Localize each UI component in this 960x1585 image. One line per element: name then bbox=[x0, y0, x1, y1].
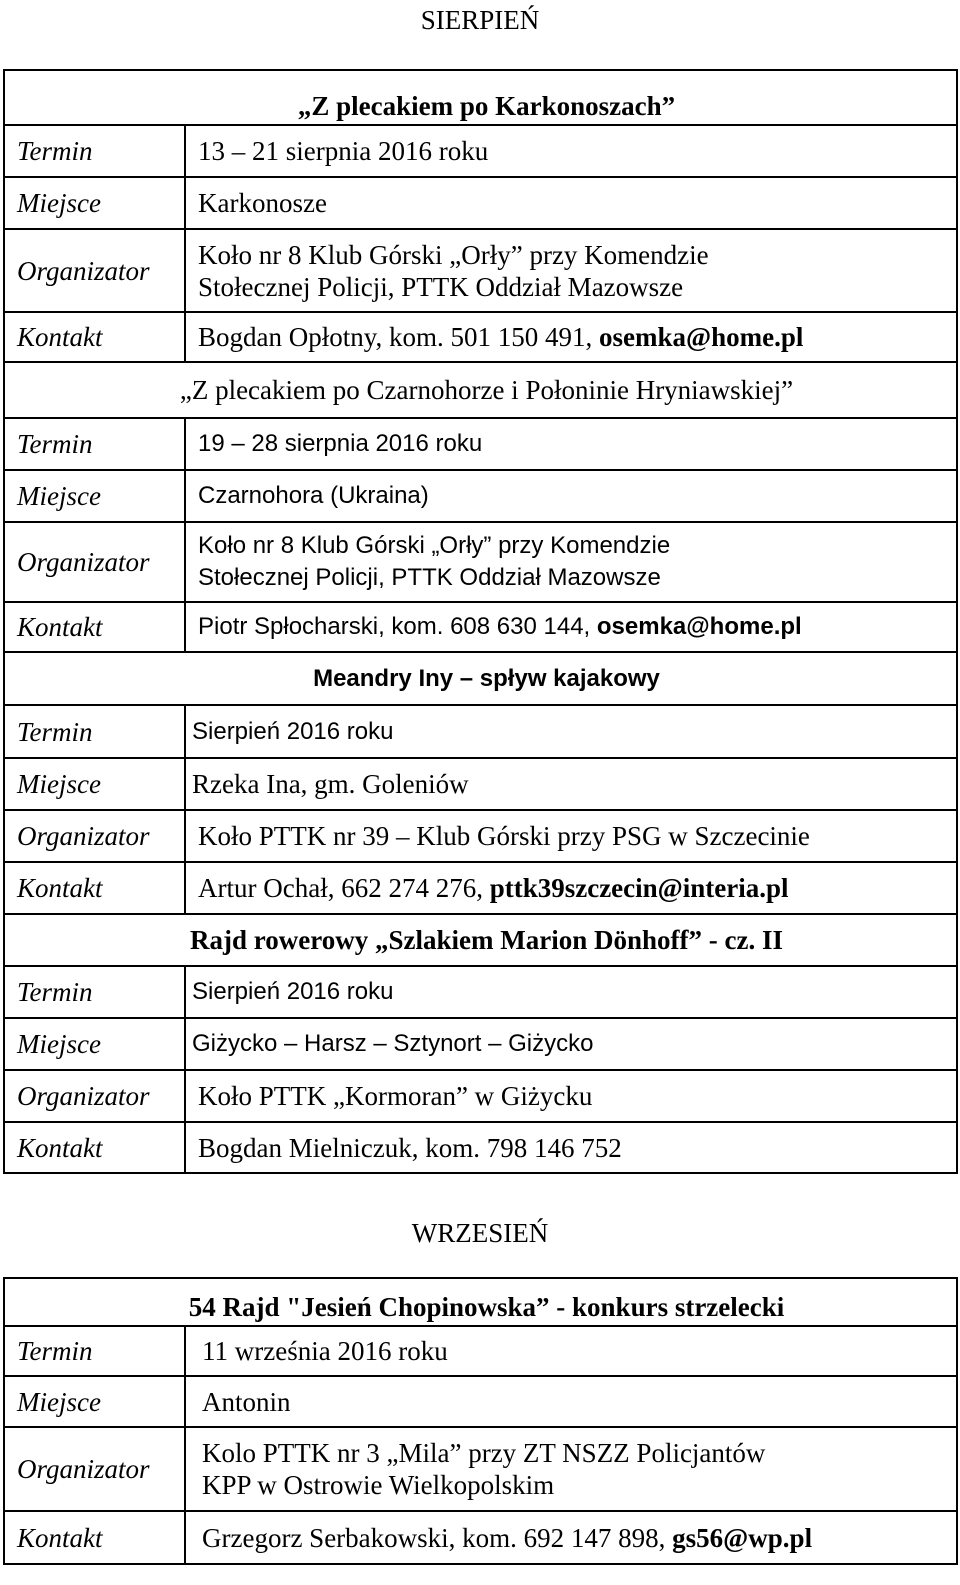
month-heading-august: SIERPIEŃ bbox=[420, 5, 540, 35]
kontakt-row bbox=[4, 862, 957, 914]
termin-label: Termin bbox=[4, 418, 185, 470]
organizator-row bbox=[4, 522, 957, 602]
kontakt-row bbox=[4, 1511, 957, 1564]
miejsce-value: Czarnohora (Ukraina) bbox=[185, 470, 957, 522]
organizator-value bbox=[185, 1427, 957, 1511]
kontakt-text: Artur Ochał, 662 274 276, bbox=[198, 873, 490, 903]
event-title-row bbox=[4, 652, 957, 705]
organizator-row bbox=[4, 1427, 957, 1511]
email-link[interactable]: osemka@home.pl bbox=[596, 613, 802, 640]
miejsce-row bbox=[4, 1018, 957, 1070]
event-title-row bbox=[4, 362, 957, 418]
kontakt-label: Kontakt bbox=[4, 312, 185, 362]
event-title-row bbox=[4, 914, 957, 966]
kontakt-text: Bogdan Opłotny, kom. 501 150 491, bbox=[198, 322, 599, 352]
organizator-line-2: Stołecznej Policji, PTTK Oddział Mazowsze bbox=[198, 271, 684, 302]
kontakt-label: Kontakt bbox=[4, 1122, 185, 1173]
kontakt-value bbox=[185, 1511, 957, 1564]
organizator-line-2: KPP w Ostrowie Wielkopolskim bbox=[202, 1470, 555, 1500]
termin-value: 19 – 28 sierpnia 2016 roku bbox=[185, 418, 957, 470]
organizator-label: Organizator bbox=[4, 1070, 185, 1122]
kontakt-row bbox=[4, 312, 957, 362]
miejsce-row bbox=[4, 1376, 957, 1427]
termin-label: Termin bbox=[4, 966, 185, 1018]
miejsce-value: Giżycko – Harsz – Sztynort – Giżycko bbox=[185, 1018, 957, 1070]
organizator-value: Koło PTTK „Kormoran” w Giżycku bbox=[185, 1070, 957, 1122]
miejsce-row bbox=[4, 758, 957, 810]
miejsce-row bbox=[4, 470, 957, 522]
events-table-august bbox=[3, 69, 958, 1174]
kontakt-label: Kontakt bbox=[4, 602, 185, 652]
kontakt-label: Kontakt bbox=[4, 862, 185, 914]
termin-value: Sierpień 2016 roku bbox=[185, 705, 957, 758]
organizator-row bbox=[4, 1070, 957, 1122]
email-link[interactable]: osemka@home.pl bbox=[599, 322, 804, 352]
termin-label: Termin bbox=[4, 705, 185, 758]
miejsce-label: Miejsce bbox=[4, 470, 185, 522]
kontakt-text: Grzegorz Serbakowski, kom. 692 147 898, bbox=[202, 1522, 673, 1553]
kontakt-value bbox=[185, 602, 957, 652]
termin-value: Sierpień 2016 roku bbox=[185, 966, 957, 1018]
organizator-line-1: Koło nr 8 Klub Górski „Orły” przy Komendzie bbox=[198, 532, 671, 559]
organizator-label: Organizator bbox=[4, 522, 185, 602]
miejsce-label: Miejsce bbox=[4, 1018, 185, 1070]
kontakt-label: Kontakt bbox=[4, 1511, 185, 1564]
kontakt-value: Bogdan Mielniczuk, kom. 798 146 752 bbox=[185, 1122, 957, 1173]
organizator-line-2: Stołecznej Policji, PTTK Oddział Mazowsze bbox=[198, 564, 661, 591]
event-title: Meandry Iny – spływ kajakowy bbox=[4, 652, 957, 705]
miejsce-value: Rzeka Ina, gm. Goleniów bbox=[185, 758, 957, 810]
kontakt-text: Piotr Spłocharski, kom. 608 630 144, bbox=[198, 613, 597, 640]
kontakt-row bbox=[4, 602, 957, 652]
event-title-row bbox=[4, 70, 957, 125]
event-title: 54 Rajd "Jesień Chopinowska” - konkurs strzelecki bbox=[4, 1278, 957, 1326]
organizator-value bbox=[185, 229, 957, 312]
event-title: „Z plecakiem po Czarnohorze i Połoninie Hryniawskiej” bbox=[4, 362, 957, 418]
organizator-value bbox=[185, 522, 957, 602]
miejsce-value: Antonin bbox=[185, 1376, 957, 1427]
miejsce-row bbox=[4, 177, 957, 229]
email-link[interactable]: gs56@wp.pl bbox=[672, 1522, 813, 1553]
termin-value: 13 – 21 sierpnia 2016 roku bbox=[185, 125, 957, 177]
miejsce-value: Karkonosze bbox=[185, 177, 957, 229]
organizator-value: Koło PTTK nr 39 – Klub Górski przy PSG w Szczecinie bbox=[185, 810, 957, 862]
kontakt-value bbox=[185, 312, 957, 362]
organizator-label: Organizator bbox=[4, 1427, 185, 1511]
termin-label: Termin bbox=[4, 125, 185, 177]
organizator-line-1: Koło nr 8 Klub Górski „Orły” przy Komendzie bbox=[198, 239, 709, 270]
event-title: Rajd rowerowy „Szlakiem Marion Dönhoff” - cz. II bbox=[4, 914, 957, 966]
termin-row bbox=[4, 705, 957, 758]
organizator-line-1: Kolo PTTK nr 3 „Mila” przy ZT NSZZ Policjantów bbox=[202, 1438, 766, 1468]
termin-label: Termin bbox=[4, 1326, 185, 1376]
organizator-row bbox=[4, 229, 957, 312]
termin-row bbox=[4, 966, 957, 1018]
kontakt-value bbox=[185, 862, 957, 914]
email-link[interactable]: pttk39szczecin@interia.pl bbox=[489, 873, 789, 903]
events-table-september bbox=[3, 1277, 958, 1565]
organizator-label: Organizator bbox=[4, 229, 185, 312]
miejsce-label: Miejsce bbox=[4, 758, 185, 810]
miejsce-label: Miejsce bbox=[4, 177, 185, 229]
termin-row bbox=[4, 418, 957, 470]
event-title-row bbox=[4, 1278, 957, 1326]
kontakt-row bbox=[4, 1122, 957, 1173]
termin-row bbox=[4, 1326, 957, 1376]
organizator-label: Organizator bbox=[4, 810, 185, 862]
miejsce-label: Miejsce bbox=[4, 1376, 185, 1427]
event-title: „Z plecakiem po Karkonoszach” bbox=[4, 70, 957, 125]
termin-row bbox=[4, 125, 957, 177]
month-heading-september: WRZESIEŃ bbox=[411, 1218, 549, 1248]
termin-value: 11 września 2016 roku bbox=[185, 1326, 957, 1376]
organizator-row bbox=[4, 810, 957, 862]
